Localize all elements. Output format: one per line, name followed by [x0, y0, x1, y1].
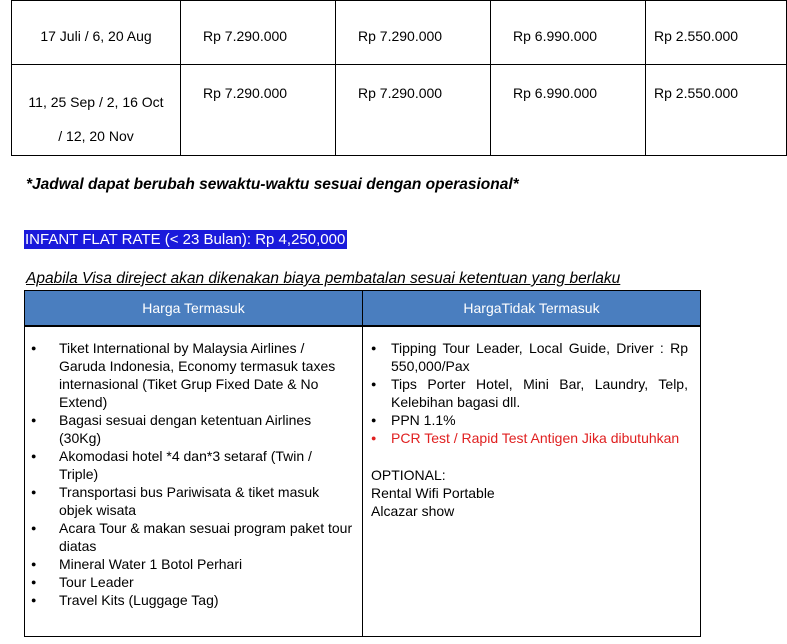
price-cell [336, 1, 491, 65]
date-cell [12, 65, 181, 156]
inclusions-header-row [25, 291, 701, 327]
optional-section [363, 466, 700, 520]
list-item: ● Akomodasi hotel *4 dan*3 setaraf (Twin / Triple) [25, 447, 362, 483]
inclusions-table [24, 290, 701, 637]
price-text: Rp 6.990.000 [513, 85, 598, 101]
price-cell [646, 1, 787, 65]
list-item: ● PCR Test / Rapid Test Antigen Jika dibutuhkan [363, 429, 700, 447]
list-item: ● Travel Kits (Luggage Tag) [25, 591, 362, 609]
price-text: Rp 2.550.000 [654, 28, 739, 44]
date-cell [12, 1, 181, 65]
list-item: ● Bagasi sesuai dengan ketentuan Airlines (30Kg) [25, 411, 362, 447]
date-line: / 12, 20 Nov [58, 128, 134, 144]
date-text: 17 Juli / 6, 20 Aug [40, 28, 152, 44]
included-list [25, 327, 362, 609]
price-cell [646, 65, 787, 156]
schedule-note: *Jadwal dapat berubah sewaktu-waktu sesuai dengan operasional* [26, 176, 519, 193]
price-text: Rp 7.290.000 [358, 85, 443, 101]
infant-rate: INFANT FLAT RATE (< 23 Bulan): Rp 4,250,000 [25, 231, 346, 248]
excluded-cell [363, 326, 701, 637]
list-item: ● Tiket International by Malaysia Airlines / Garuda Indonesia, Economy termasuk taxes internasional (Tiket Grup Fixed Date & No Extend) [25, 339, 362, 411]
list-item: ● Mineral Water 1 Botol Perhari [25, 555, 362, 573]
inclusions-body-row [25, 326, 701, 637]
price-text: Rp 7.290.000 [358, 28, 443, 44]
price-cell [181, 65, 336, 156]
date-text [12, 65, 180, 153]
included-header: Harga Termasuk [25, 291, 363, 327]
list-item: ● PPN 1.1% [363, 411, 700, 429]
price-table [11, 0, 787, 156]
list-item: ● Acara Tour & makan sesuai program paket tour diatas [25, 519, 362, 555]
date-line: 11, 25 Sep / 2, 16 Oct [28, 94, 164, 110]
list-item: ● Transportasi bus Pariwisata & tiket masuk objek wisata [25, 483, 362, 519]
excluded-list [363, 327, 700, 447]
optional-item: Rental Wifi Portable [371, 485, 495, 501]
table-row [12, 1, 787, 65]
price-text: Rp 7.290.000 [203, 28, 288, 44]
optional-title: OPTIONAL: [371, 467, 446, 483]
price-cell [336, 65, 491, 156]
excluded-header: HargaTidak Termasuk [363, 291, 701, 327]
price-cell [491, 65, 646, 156]
price-cell [181, 1, 336, 65]
optional-item: Alcazar show [371, 503, 455, 519]
list-item: ● Tour Leader [25, 573, 362, 591]
price-cell [491, 1, 646, 65]
price-text: Rp 7.290.000 [203, 85, 288, 101]
included-cell [25, 326, 363, 637]
price-text: Rp 2.550.000 [654, 85, 739, 101]
visa-note: Apabila Visa direject akan dikenakan biaya pembatalan sesuai ketentuan yang berlaku [26, 270, 621, 287]
list-item: ● Tipping Tour Leader, Local Guide, Driver : Rp 550,000/Pax [363, 339, 700, 375]
list-item: ● Tips Porter Hotel, Mini Bar, Laundry, Telp, Kelebihan bagasi dll. [363, 375, 700, 411]
table-row [12, 65, 787, 156]
price-text: Rp 6.990.000 [513, 28, 598, 44]
